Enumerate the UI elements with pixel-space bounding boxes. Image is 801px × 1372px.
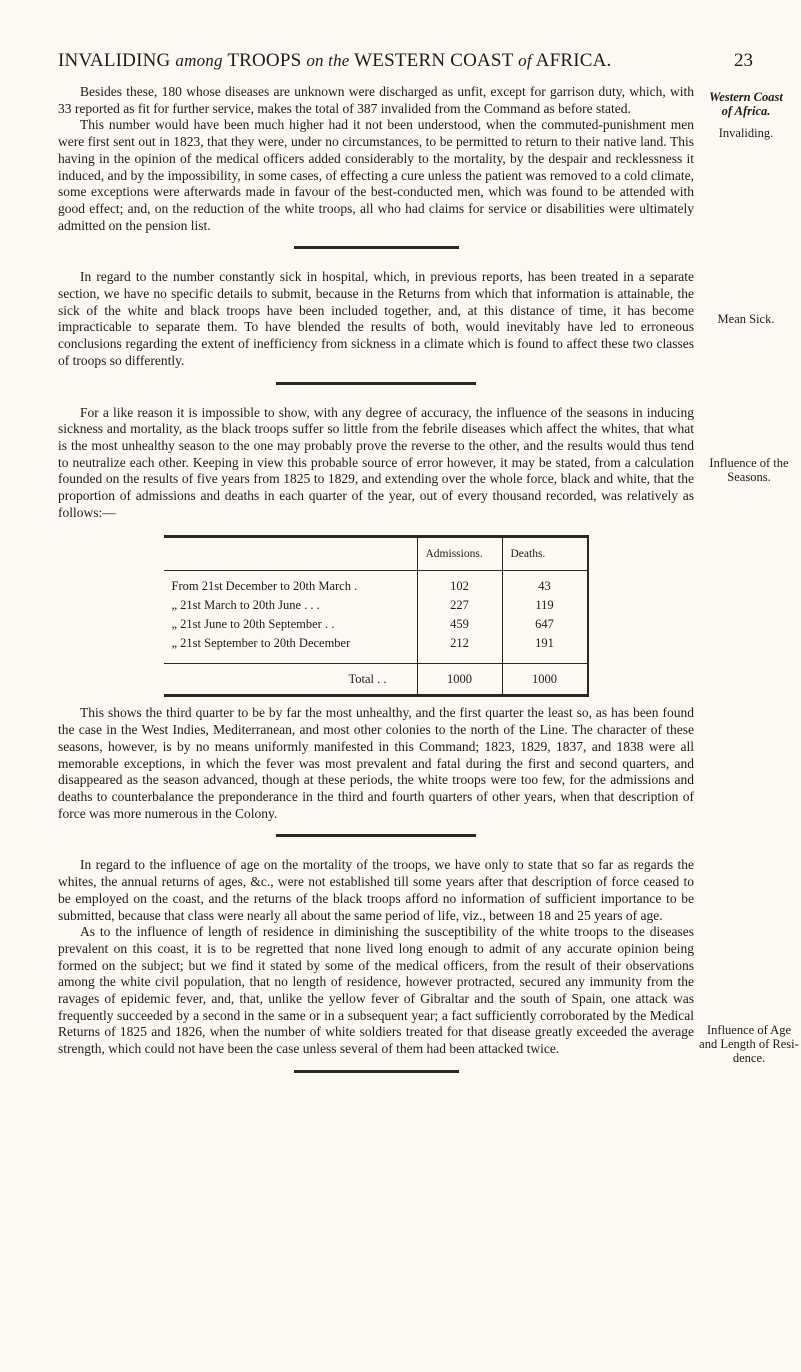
margin-note-influence-age bbox=[698, 1023, 800, 1065]
margin-note-line: and Length of Resi- bbox=[699, 1037, 799, 1051]
table-total-row bbox=[164, 664, 588, 696]
section-divider bbox=[276, 382, 476, 385]
table-header-cell bbox=[164, 537, 418, 571]
margin-note-line: Seasons. bbox=[727, 470, 771, 484]
table-cell-deaths: 191 bbox=[502, 634, 588, 664]
running-head-part: INVALIDING bbox=[58, 50, 171, 71]
table-cell-deaths: 119 bbox=[502, 596, 588, 615]
margin-note-line: Influence of the bbox=[709, 456, 789, 470]
table-cell-admissions: 459 bbox=[417, 615, 502, 634]
table-cell-admissions: 102 bbox=[417, 571, 502, 597]
paragraph: As to the influence of length of residence in diminishing the susceptibility of the white troops to the diseases prevalent on this coast, it is to be regretted that none lived long enough to admit of any accurate opinion being formed on the subject; but we find it stated by some of the medical officers, from the result of their observations among the white civil population, that no length of residence, however protracted, secured any immunity from the ravages of epidemic fever, and, that, unlike the yellow fever of Gibraltar and the south of Spain, one attack was frequently succeeded by a second in the same or in a subsequent year; a fact sufficiently corroborated by the Medical Returns of 1825 and 1826, when the number of white soldiers treated for that disease greatly exceeded the average strength, which could not have been the case unless several of them had been attacked twice. bbox=[58, 924, 694, 1057]
margin-note-line: Influence of Age bbox=[707, 1023, 791, 1037]
paragraph: For a like reason it is impossible to show, with any degree of accuracy, the influence of the seasons in inducing sickness and mortality, as the black troops suffer so little from the febrile diseases which affect the whites, that what is the most unhealthy season to the one may probably prove the reverse to the other, and the results would thus tend to neutralize each other. Keeping in view this probable source of error however, it may be stated, from a calculation founded on the results of five years from 1825 to 1829, and extending over the whole force, black and white, that the proportion of admissions and deaths in each quarter of the year, out of every thousand recorded, was relatively as follows:— bbox=[58, 404, 694, 520]
table-row-label: From 21st December to 20th March . bbox=[164, 571, 418, 597]
page-body bbox=[58, 84, 694, 1093]
paragraph: In regard to the influence of age on the mortality of the troops, we have only to state that so far as regards the whites, the annual returns of ages, &c., were not established till some years after that description of force ceased to be employed on the coast, and the returns of the black troops afford no information of sufficient importance to be submitted, because that class were nearly all about the same period of life, viz., between 18 and 25 years of age. bbox=[58, 857, 694, 923]
running-head-part: TROOPS bbox=[227, 50, 302, 71]
paragraph: This number would have been much higher had it not been understood, when the commuted-punishment men were first sent out in 1823, that they were, under no circumstances, to be permitted to return to their native land. This having in the opinion of the medical officers added considerably to the mortality, by the despair and recklessness it induced, and by the impossibility, in some cases, of effecting a cure unless the patient was removed to a cold climate, some exceptions were afterwards made in favour of the best-conducted men, which was found to be attended with good effect; and, on the reduction of the white troops, all who had claims for service or disabilities were ultimately admitted on the pension list. bbox=[58, 117, 694, 233]
running-head-part: WESTERN COAST bbox=[354, 50, 514, 71]
section-divider bbox=[276, 834, 476, 837]
table-cell-admissions: 212 bbox=[417, 634, 502, 664]
table-header-row bbox=[164, 537, 588, 571]
paragraph: This shows the third quarter to be by far the most unhealthy, and the first quarter the least so, as has been found the case in the West Indies, Mediterranean, and most other colonies to the north of the Line. The character of these seasons, however, is by no means uniformly manifested in this Command; 1823, 1829, 1837, and 1838 were all memorable exceptions, in which the fever was most prevalent and fatal during the first and second quarters, and disappeared as the season advanced, though at these periods, the white troops were too few, for the admissions and deaths to counterbalance the preponderance in the third and fourth quarters of other years, when that description of force was more numerous in the Colony. bbox=[58, 705, 694, 821]
running-head-part: on the bbox=[306, 51, 350, 70]
paragraph: In regard to the number constantly sick in hospital, which, in previous reports, has been treated in a separate section, we have no specific details to submit, because in the Returns from which that information is attainable, the sick of the white and black troops have been included together, and, at this distance of time, it has become impracticable to separate them. To have blended the results of both, would inevitably have led to erroneous conclusions regarding the extent of inefficiency from sickness in a climate which is found to affect these two classes of troops so differently. bbox=[58, 269, 694, 368]
running-head bbox=[58, 50, 748, 72]
table-row bbox=[164, 596, 588, 615]
section-divider bbox=[294, 1070, 459, 1073]
running-head-part: of bbox=[518, 51, 532, 70]
table-cell-admissions: 227 bbox=[417, 596, 502, 615]
table-row bbox=[164, 634, 588, 664]
table-row-label: „ 21st March to 20th June . . . bbox=[164, 596, 418, 615]
margin-note-invaliding: Invaliding. bbox=[718, 126, 774, 140]
table-row-label: „ 21st September to 20th December bbox=[164, 634, 418, 664]
table-row bbox=[164, 615, 588, 634]
table-header-deaths: Deaths. bbox=[502, 537, 588, 571]
margin-note-line: Western Coast bbox=[709, 90, 783, 104]
running-head-part: AFRICA. bbox=[535, 50, 612, 71]
paragraph: Besides these, 180 whose diseases are unknown were discharged as unfit, except for garrison duty, which, with 33 reported as fit for further service, makes the total of 387 invalided from the Command as before stated. bbox=[58, 84, 694, 116]
margin-note-western-coast bbox=[700, 90, 792, 118]
table-total-label: Total . . bbox=[164, 664, 418, 696]
table-header-admissions: Admissions. bbox=[417, 537, 502, 571]
table-total-deaths: 1000 bbox=[502, 664, 588, 696]
margin-note-influence-seasons bbox=[700, 456, 798, 484]
table-row-label: „ 21st June to 20th September . . bbox=[164, 615, 418, 634]
margin-note-line: of Africa. bbox=[721, 104, 771, 118]
page-number: 23 bbox=[734, 50, 753, 71]
table-cell-deaths: 647 bbox=[502, 615, 588, 634]
table-total-admissions: 1000 bbox=[417, 664, 502, 696]
running-head-part: among bbox=[175, 51, 223, 70]
table-row bbox=[164, 571, 588, 597]
section-divider bbox=[294, 246, 459, 249]
margin-note-mean-sick: Mean Sick. bbox=[717, 312, 775, 326]
seasons-table bbox=[164, 535, 589, 697]
table-cell-deaths: 43 bbox=[502, 571, 588, 597]
margin-note-line: dence. bbox=[732, 1051, 766, 1065]
